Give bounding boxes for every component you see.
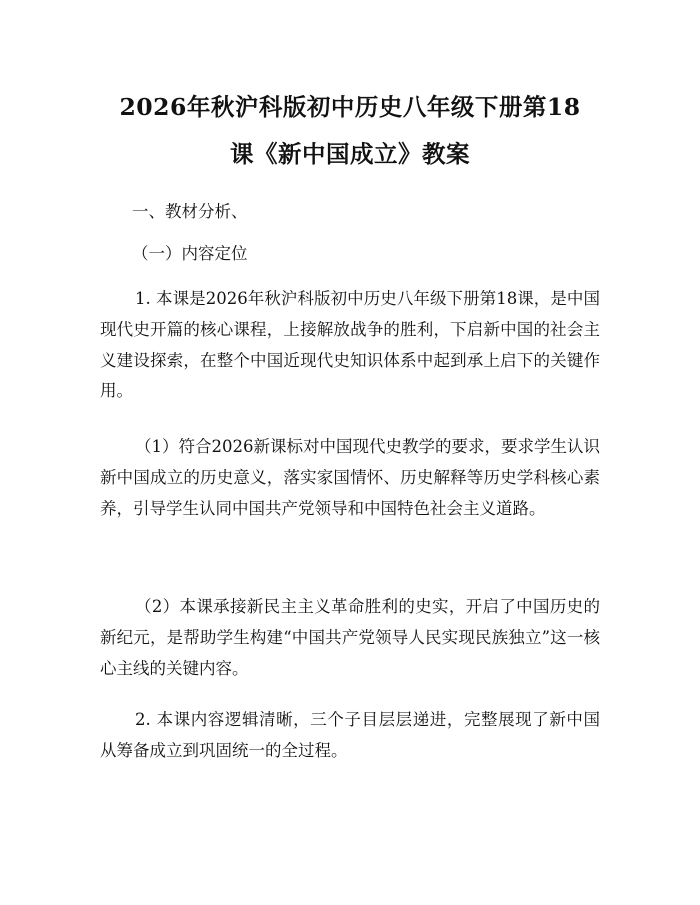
document-title-line-2: 课《新中国成立》教案 <box>230 140 470 168</box>
document-title-line-1: 2026年秋沪科版初中历史八年级下册第18 <box>119 93 581 121</box>
paragraph-3: （2）本课承接新民主主义革命胜利的史实，开启了中国历史的新纪元，是帮助学生构建“中国共产党领导人民实现民族独立”这一核心主线的关键内容。 <box>100 597 600 678</box>
paragraph-4: 2. 本课内容逻辑清晰，三个子目层层递进，完整展现了新中国从筹备成立到巩固统一的全过程。 <box>100 710 600 760</box>
section-heading: 一、教材分析、 <box>132 202 248 221</box>
paragraph-2: （1）符合2026新课标对中国现代史教学的要求，要求学生认识新中国成立的历史意义，落实家国情怀、历史解释等历史学科核心素养，引导学生认同中国共产党领导和中国特色社会主义道路。 <box>100 437 600 518</box>
subsection-heading: （一）内容定位 <box>132 244 248 263</box>
paragraph-1: 1. 本课是2026年秋沪科版初中历史八年级下册第18课，是中国现代史开篇的核心课程，上接解放战争的胜利，下启新中国的社会主义建设探索，在整个中国近现代史知识体系中起到承上启下的关键作用。 <box>100 289 600 401</box>
